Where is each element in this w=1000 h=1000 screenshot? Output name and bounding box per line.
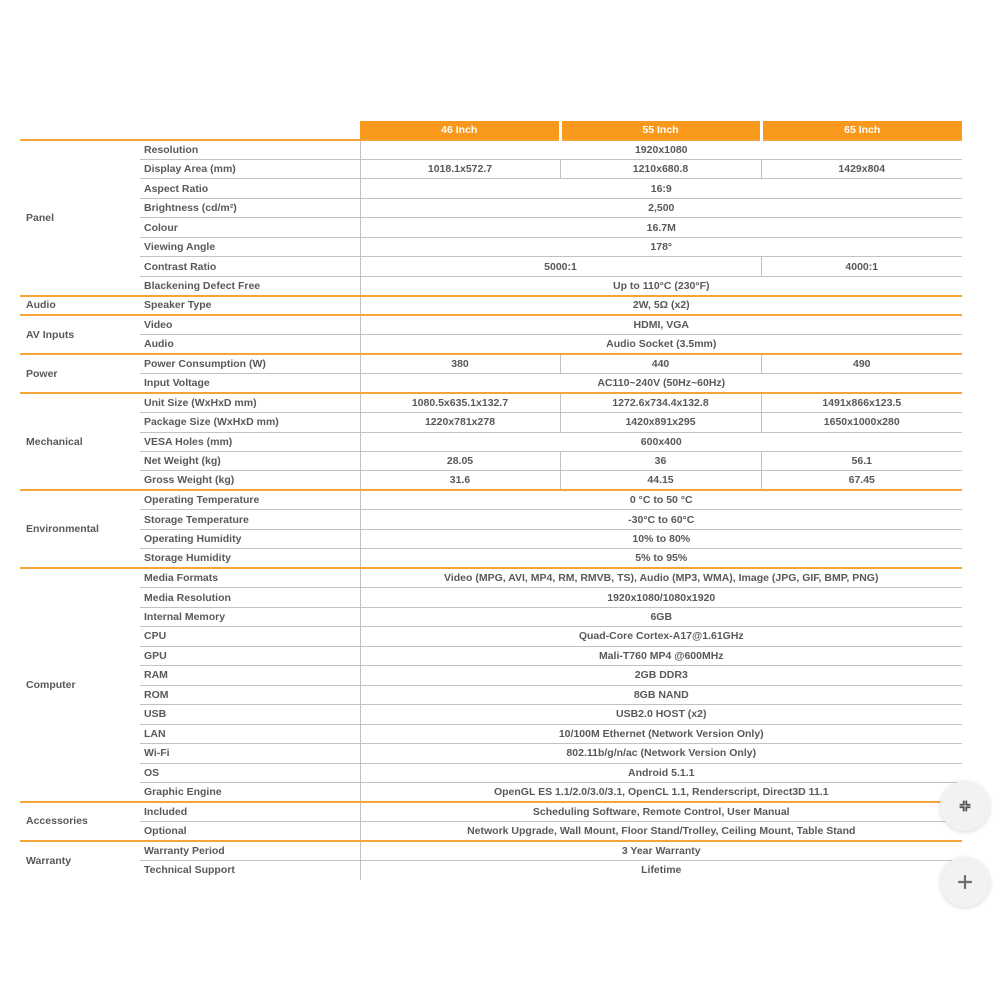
category-cell: AV Inputs — [20, 315, 140, 354]
table-row — [20, 510, 962, 529]
spec-label-cell: Viewing Angle — [140, 237, 360, 256]
spec-label-cell: Brightness (cd/m²) — [140, 198, 360, 217]
spec-label-cell: Package Size (WxHxD mm) — [140, 413, 360, 432]
spec-label-cell: CPU — [140, 627, 360, 646]
spec-label-cell: Gross Weight (kg) — [140, 471, 360, 490]
spec-value-cell: 8GB NAND — [360, 685, 962, 704]
spec-value-cell: 6GB — [360, 607, 962, 626]
spec-label-cell: ROM — [140, 685, 360, 704]
spec-value-cell: 0 °C to 50 °C — [360, 490, 962, 509]
spec-value-cell: 802.11b/g/n/ac (Network Version Only) — [360, 744, 962, 763]
table-row — [20, 568, 962, 587]
table-row — [20, 140, 962, 159]
table-row — [20, 802, 962, 821]
spec-label-cell: Included — [140, 802, 360, 821]
spec-label-cell: Operating Temperature — [140, 490, 360, 509]
spec-value-cell: USB2.0 HOST (x2) — [360, 705, 962, 724]
table-row — [20, 413, 962, 432]
spec-value-cell: AC110~240V (50Hz~60Hz) — [360, 374, 962, 393]
spec-label-cell: Warranty Period — [140, 841, 360, 860]
spec-value-cell: 1272.6x734.4x132.8 — [560, 393, 761, 412]
table-row — [20, 607, 962, 626]
spec-label-cell: Unit Size (WxHxD mm) — [140, 393, 360, 412]
spec-table-body — [20, 140, 962, 880]
spec-value-cell: 1080.5x635.1x132.7 — [360, 393, 560, 412]
table-row — [20, 237, 962, 256]
add-button[interactable] — [940, 857, 990, 907]
spec-value-cell: Video (MPG, AVI, MP4, RM, RMVB, TS), Audio (MP3, WMA), Image (JPG, GIF, BMP, PNG) — [360, 568, 962, 587]
spec-value-cell: 1220x781x278 — [360, 413, 560, 432]
spec-value-cell: 490 — [761, 354, 962, 373]
spec-label-cell: Technical Support — [140, 860, 360, 879]
table-row — [20, 218, 962, 237]
spec-value-cell: 44.15 — [560, 471, 761, 490]
spec-value-cell: 36 — [560, 452, 761, 471]
category-cell: Mechanical — [20, 393, 140, 490]
table-row — [20, 860, 962, 879]
spec-value-cell: 16:9 — [360, 179, 962, 198]
spec-label-cell: Input Voltage — [140, 374, 360, 393]
category-cell: Power — [20, 354, 140, 393]
table-row — [20, 432, 962, 451]
compress-icon — [956, 797, 974, 815]
table-row — [20, 315, 962, 334]
header-blank-attribute — [140, 121, 360, 140]
table-row — [20, 821, 962, 840]
table-row — [20, 782, 962, 801]
spec-label-cell: Colour — [140, 218, 360, 237]
plus-icon — [954, 871, 976, 893]
table-row — [20, 627, 962, 646]
compress-button[interactable] — [940, 781, 990, 831]
category-cell: Accessories — [20, 802, 140, 841]
spec-value-cell: Up to 110°C (230°F) — [360, 276, 962, 295]
spec-label-cell: Operating Humidity — [140, 529, 360, 548]
category-cell: Audio — [20, 296, 140, 315]
table-row — [20, 490, 962, 509]
category-cell: Warranty — [20, 841, 140, 880]
spec-value-cell: OpenGL ES 1.1/2.0/3.0/3.1, OpenCL 1.1, Renderscript, Direct3D 11.1 — [360, 782, 962, 801]
table-row — [20, 646, 962, 665]
spec-value-cell: 31.6 — [360, 471, 560, 490]
table-row — [20, 198, 962, 217]
table-row — [20, 335, 962, 354]
spec-value-cell: 1920x1080/1080x1920 — [360, 588, 962, 607]
spec-label-cell: Power Consumption (W) — [140, 354, 360, 373]
spec-value-cell: Android 5.1.1 — [360, 763, 962, 782]
table-row — [20, 705, 962, 724]
spec-value-cell: 1210x680.8 — [560, 159, 761, 178]
spec-label-cell: Media Formats — [140, 568, 360, 587]
table-row — [20, 296, 962, 315]
spec-value-cell: 3 Year Warranty — [360, 841, 962, 860]
spec-label-cell: USB — [140, 705, 360, 724]
spec-label-cell: Storage Temperature — [140, 510, 360, 529]
table-row — [20, 763, 962, 782]
spec-label-cell: OS — [140, 763, 360, 782]
spec-value-cell: Network Upgrade, Wall Mount, Floor Stand/Trolley, Ceiling Mount, Table Stand — [360, 821, 962, 840]
table-row — [20, 724, 962, 743]
spec-value-cell: 1429x804 — [761, 159, 962, 178]
spec-value-cell: Audio Socket (3.5mm) — [360, 335, 962, 354]
spec-label-cell: Storage Humidity — [140, 549, 360, 568]
spec-value-cell: 4000:1 — [761, 257, 962, 276]
column-header-55-inch: 55 Inch — [560, 121, 761, 140]
table-row — [20, 276, 962, 295]
spec-value-cell: 28.05 — [360, 452, 560, 471]
spec-value-cell: 1018.1x572.7 — [360, 159, 560, 178]
table-row — [20, 374, 962, 393]
spec-label-cell: Audio — [140, 335, 360, 354]
table-row — [20, 452, 962, 471]
spec-label-cell: LAN — [140, 724, 360, 743]
spec-value-cell: 178° — [360, 237, 962, 256]
spec-value-cell: 600x400 — [360, 432, 962, 451]
spec-value-cell: 16.7M — [360, 218, 962, 237]
spec-value-cell: 56.1 — [761, 452, 962, 471]
table-row — [20, 588, 962, 607]
spec-label-cell: Display Area (mm) — [140, 159, 360, 178]
spec-value-cell: 10% to 80% — [360, 529, 962, 548]
spec-label-cell: Net Weight (kg) — [140, 452, 360, 471]
category-cell: Computer — [20, 568, 140, 802]
table-row — [20, 354, 962, 373]
category-cell: Environmental — [20, 490, 140, 568]
table-row — [20, 685, 962, 704]
table-row — [20, 471, 962, 490]
spec-label-cell: Wi-Fi — [140, 744, 360, 763]
spec-value-cell: Lifetime — [360, 860, 962, 879]
spec-value-cell: 5000:1 — [360, 257, 761, 276]
spec-value-cell: -30°C to 60°C — [360, 510, 962, 529]
table-row — [20, 744, 962, 763]
spec-value-cell: 2GB DDR3 — [360, 666, 962, 685]
spec-label-cell: Resolution — [140, 140, 360, 159]
spec-value-cell: 67.45 — [761, 471, 962, 490]
spec-label-cell: Speaker Type — [140, 296, 360, 315]
table-row — [20, 159, 962, 178]
table-row — [20, 257, 962, 276]
spec-value-cell: 10/100M Ethernet (Network Version Only) — [360, 724, 962, 743]
spec-label-cell: GPU — [140, 646, 360, 665]
spec-value-cell: HDMI, VGA — [360, 315, 962, 334]
spec-value-cell: 2W, 5Ω (x2) — [360, 296, 962, 315]
column-header-46-inch: 46 Inch — [360, 121, 560, 140]
table-row — [20, 393, 962, 412]
spec-label-cell: VESA Holes (mm) — [140, 432, 360, 451]
spec-value-cell: 2,500 — [360, 198, 962, 217]
spec-value-cell: Scheduling Software, Remote Control, User Manual — [360, 802, 962, 821]
spec-label-cell: Video — [140, 315, 360, 334]
table-row — [20, 666, 962, 685]
spec-label-cell: Media Resolution — [140, 588, 360, 607]
table-row — [20, 549, 962, 568]
spec-value-cell: 5% to 95% — [360, 549, 962, 568]
spec-label-cell: Aspect Ratio — [140, 179, 360, 198]
header-row — [20, 121, 962, 140]
spec-value-cell: 440 — [560, 354, 761, 373]
spec-label-cell: Optional — [140, 821, 360, 840]
spec-label-cell: Internal Memory — [140, 607, 360, 626]
table-row — [20, 179, 962, 198]
spec-value-cell: 1420x891x295 — [560, 413, 761, 432]
spec-value-cell: 380 — [360, 354, 560, 373]
spec-value-cell: 1650x1000x280 — [761, 413, 962, 432]
table-row — [20, 841, 962, 860]
spec-table — [20, 121, 962, 880]
header-blank-category — [20, 121, 140, 140]
spec-value-cell: Mali-T760 MP4 @600MHz — [360, 646, 962, 665]
spec-value-cell: 1920x1080 — [360, 140, 962, 159]
spec-value-cell: Quad-Core Cortex-A17@1.61GHz — [360, 627, 962, 646]
spec-label-cell: Blackening Defect Free — [140, 276, 360, 295]
spec-label-cell: Contrast Ratio — [140, 257, 360, 276]
spec-label-cell: RAM — [140, 666, 360, 685]
spec-value-cell: 1491x866x123.5 — [761, 393, 962, 412]
category-cell: Panel — [20, 140, 140, 296]
spec-label-cell: Graphic Engine — [140, 782, 360, 801]
column-header-65-inch: 65 Inch — [761, 121, 962, 140]
table-row — [20, 529, 962, 548]
